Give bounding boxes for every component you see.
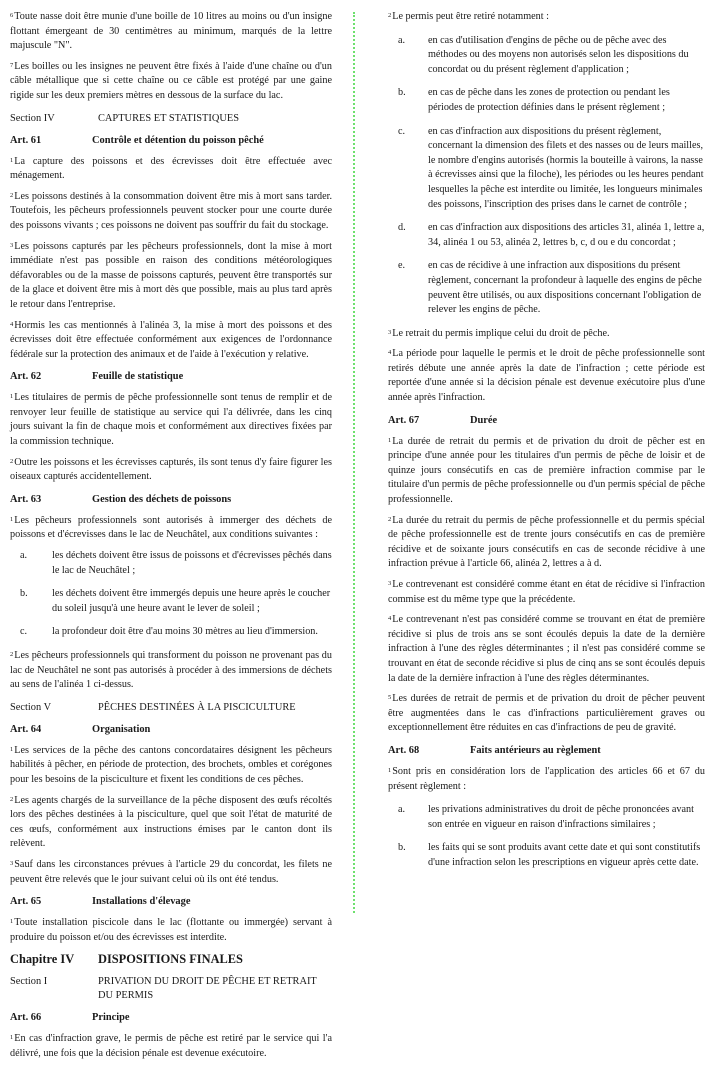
list-item: e. en cas de récidive à une infraction aux dispositions du présent règlement, concernant la profondeur à laquelle des engins de pêche peuvent être utilisés, ou aux dispositions concernant l'obligation de relever les engins de pêche.: [398, 260, 702, 316]
paragraph: $^1$En cas d'infraction grave, le permis de pêche est retiré par le service qui l'a délivré, une fois que la décision pénale est devenue exécutoire.: [10, 1033, 332, 1059]
column-divider: [353, 12, 355, 913]
section-heading: Section IV CAPTURES ET STATISTIQUES: [10, 112, 239, 124]
paragraph: $^2$Les pêcheurs professionnels qui transforment du poisson ne provenant pas du lac de Neuchâtel ne sont pas autorisés à procéder à des immersions de déchets au sens de l'alinéa 1 ci-dessus.: [10, 650, 332, 691]
paragraph: $^1$Les services de la pêche des cantons concordataires désignent les pêcheurs habilités à pêcher, en période de protection, des brochets, ombles et corégones pour les besoins de la pisciculture et fixent les conditions de ces pêches.: [10, 744, 332, 785]
list-item: a. les privations administratives du droit de pêche prononcées avant son entrée en vigueur en raison d'infractions similaires ;: [398, 804, 694, 830]
list-item: a. en cas d'utilisation d'engins de pêche ou de pêche avec des méthodes ou des moyens non autorisés selon les dispositions du concordat ou du présent règlement d'application ;: [398, 34, 689, 75]
section-heading: Section V PÊCHES DESTINÉES À LA PISCICULTURE: [10, 701, 296, 713]
article-heading: Art. 67 Durée: [388, 414, 498, 426]
paragraph: $^4$La période pour laquelle le permis et le droit de pêche professionnelle sont retirés débute une année après la date de l'infraction ; cette période est reportée d'une année si la décision pénale est devenue exécutoire plus d'une année après l'infraction.: [388, 348, 705, 404]
section-heading: Section I PRIVATION DU DROIT DE PÊCHE ET RETRAIT DU PERMIS: [10, 976, 317, 1002]
paragraph: $^4$Hormis les cas mentionnés à l'alinéa 3, la mise à mort des poissons et des écrevisses doit être effectuée conformément aux exigences de l'ordonnance fédérale sur la protection des animaux et de l'aide à l'exécution y relative.: [10, 319, 332, 360]
paragraph: $^3$Le contrevenant est considéré comme étant en état de récidive si l'infraction commise est du même type que la précédente.: [388, 579, 705, 605]
article-heading: Art. 66 Principe: [10, 1012, 130, 1024]
paragraph: $^1$Les pêcheurs professionnels sont autorisés à immerger des déchets de poissons et d'écrevisses dans le lac de Neuchâtel, aux conditions suivantes :: [10, 514, 332, 541]
list-item: d. en cas d'infraction aux dispositions des articles 31, alinéa 1, lettre a, 34, alinéa 1 ou 53, alinéa 2, lettres b, c, d ou e du concordat ;: [398, 222, 705, 248]
article-heading: Art. 62 Feuille de statistique: [10, 371, 184, 383]
paragraph: $^1$La capture des poissons et des écrevisses doit être effectuée avec ménagement.: [10, 155, 332, 182]
paragraph: $^1$La durée de retrait du permis et de privation du droit de pêcher est en principe d'une année pour les titulaires d'un permis de pêche de loisir et de quinze jours consécutifs en cas de première infraction commise par le titulaire d'un permis de pêche professionnelle ou d'un permis spécial de pêche professionnelle.: [388, 435, 705, 506]
paragraph: $^1$Sont pris en considération lors de l'application des articles 66 et 67 du présent règlement :: [388, 765, 705, 792]
article-heading: Art. 61 Contrôle et détention du poisson pêché: [10, 134, 264, 146]
paragraph: $^5$Les durées de retrait de permis et de privation du droit de pêcher peuvent être augmentées dans le cas d'infractions particulièrement graves ou exceptionnellement être réduites en cas d'infractions de peu de gravité.: [388, 693, 705, 734]
paragraph: $^1$Toute installation piscicole dans le lac (flottante ou immergée) servant à produire du poisson et/ou des écrevisses est interdite.: [10, 917, 332, 943]
chapter-heading: Chapitre IV DISPOSITIONS FINALES: [10, 952, 243, 967]
paragraph: $^3$Les poissons capturés par les pêcheurs professionnels, dont la mise à mort immédiate n'est pas possible en raison des conditions météorologiques défavorables ou de la masse de poissons capturés, peuvent être transportés sur de la glace et doivent être mis à mort dès que possible, mais au plus tard après le retour dans l'entreprise.: [10, 240, 332, 310]
list-item: c. la profondeur doit être d'au moins 30 mètres au lieu d'immersion.: [20, 626, 318, 638]
paragraph: $^7$Les boilles ou les insignes ne peuvent être fixés à l'aide d'une chaîne ou d'un câble métallique que si cette chaîne ou ce câble est protégé par une gaine rigide sur les deux premiers mètres en dessous de la surface du lac.: [10, 60, 332, 101]
list-item: c. en cas d'infraction aux dispositions du présent règlement, concernant la dimension des filets et des nasses ou de leurs mailles, le nombre d'engins autorisés (hormis la bouteille à vairons, la nasse à écrevisses ainsi que la filoche), les périodes ou les heures pendant lesquelles la pêche est interdite ou limitée, les longueurs minimales des poissons, l'inscription des prises dans le carnet de contrôle ;: [398, 125, 704, 210]
paragraph: $^2$Les agents chargés de la surveillance de la pêche disposent des œufs récoltés lors des pêches destinées à la pisciculture, quel que soit l'état de maturité de ces œufs, conformément aux instructions émises par le canton dont ils relèvent.: [10, 794, 332, 850]
paragraph: $^2$Le permis peut être retiré notamment :: [388, 11, 549, 22]
list-item: b. en cas de pêche dans les zones de protection ou pendant les périodes de protection définies dans le présent règlement ;: [398, 87, 670, 113]
right-column: [388, 10, 705, 880]
paragraph: $^3$Le retrait du permis implique celui du droit de pêche.: [388, 327, 610, 339]
paragraph: $^3$Sauf dans les circonstances prévues à l'article 29 du concordat, les filets ne peuvent être relevés que le jour suivant celui où ils ont été tendus.: [10, 858, 332, 885]
list-item: a. les déchets doivent être issus de poissons et d'écrevisses pêchés dans le lac de Neuchâtel ;: [20, 550, 332, 576]
paragraph: $^2$La durée du retrait du permis de pêche professionnelle et du permis spécial de pêche professionnelle est de trente jours consécutifs en cas de première récidive et de soixante jours consécutifs en cas de seconde récidive à une infraction prévue à l'article 66, alinéa 2, lettres a à d.: [388, 514, 705, 570]
article-heading: Art. 63 Gestion des déchets de poissons: [10, 493, 232, 505]
article-heading: Art. 65 Installations d'élevage: [10, 896, 191, 908]
paragraph: $^2$Les poissons destinés à la consommation doivent être mis à mort sans tarder. Toutefois, les pêcheurs professionnels peuvent stocker pour une courte durée des poissons vivants ; ces poissons ne doivent pas souffrir du fait du stockage.: [10, 190, 332, 231]
left-column: [10, 10, 332, 1068]
article-heading: Art. 64 Organisation: [10, 723, 151, 735]
paragraph: $^6$Toute nasse doit être munie d'une boille de 10 litres au moins ou d'un insigne flottant émergeant de 30 centimètres au minimum, marqués de la lettre majuscule "N".: [10, 11, 332, 52]
list-item: b. les déchets doivent être immergés depuis une heure après le coucher du soleil jusqu'à une heure avant le lever de soleil ;: [20, 588, 331, 614]
paragraph: $^2$Outre les poissons et les écrevisses capturés, ils sont tenus d'y faire figurer les oiseaux capturés accidentellement.: [10, 456, 332, 483]
paragraph: $^1$Les titulaires de permis de pêche professionnelle sont tenus de remplir et de renvoyer leur feuille de statistique au service qui l'a délivrée, dans les cinq jours suivant la fin de chaque mois et conformément aux directives fixées par la commission technique.: [10, 392, 332, 448]
article-heading: Art. 68 Faits antérieurs au règlement: [388, 744, 601, 756]
list-item: b. les faits qui se sont produits avant cette date et qui sont constitutifs d'une infraction selon les prescriptions en vigueur après cette date.: [398, 842, 701, 868]
paragraph: $^4$Le contrevenant n'est pas considéré comme se trouvant en état de première récidive si plus de trois ans se sont écoulés depuis la date de la dernière infraction à l'une des règles déterminantes ; il n'est pas considéré comme se trouvant en état de seconde récidive si plus de cinq ans se sont écoulés depuis la date de la dernière infraction à l'une des règles déterminantes.: [388, 614, 705, 684]
